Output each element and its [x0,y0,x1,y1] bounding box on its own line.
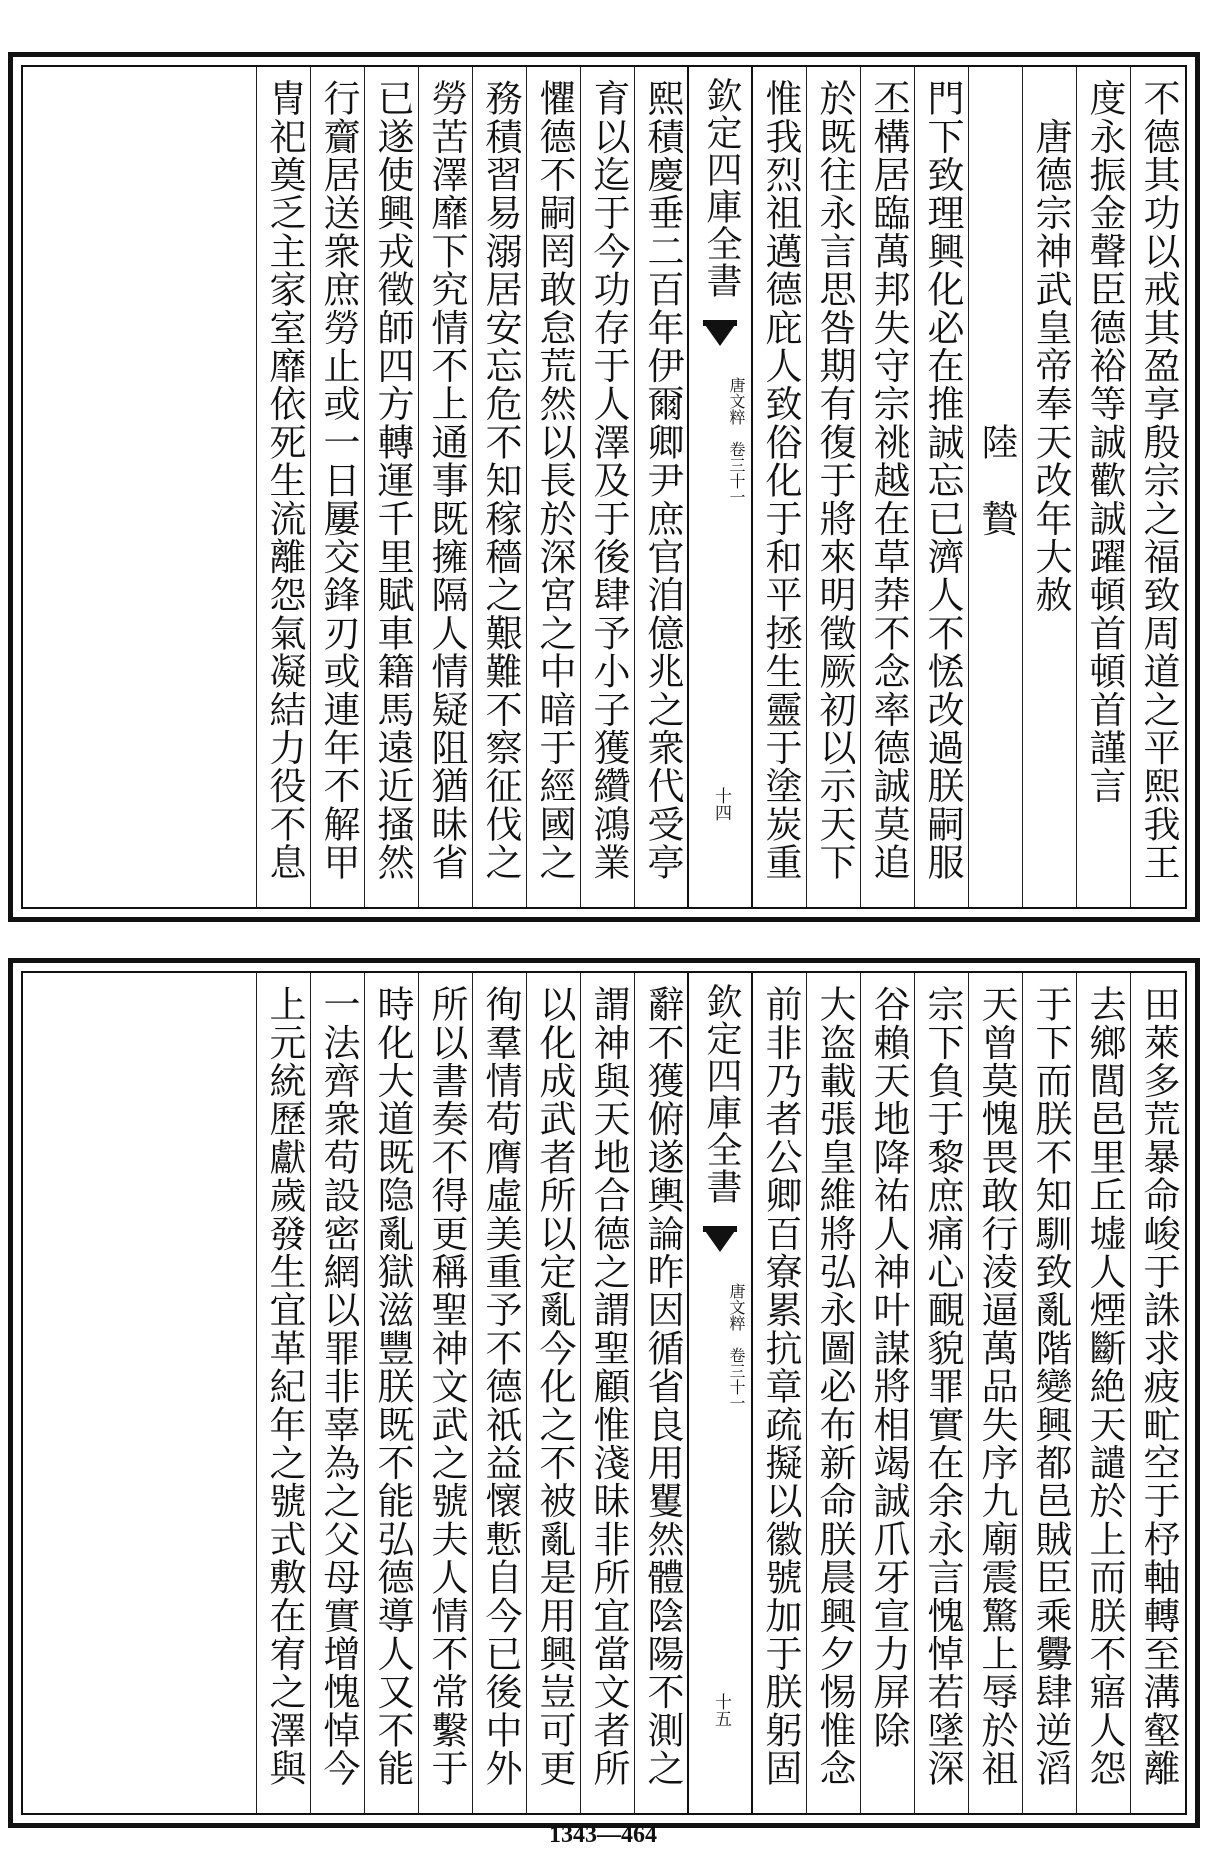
bottom-page-frame [21,971,1187,1815]
chapter-label: 唐文粹 卷三十一 [727,377,746,505]
text-column: 冑祀奠乏主家室靡依死生流離怨氣凝結力役不息 [256,67,311,907]
essay-title-column: 唐德宗神武皇帝奉天改年大赦 [1022,67,1077,907]
book-title: 欽定四庫全書 [701,77,742,299]
center-fold-band [687,67,753,907]
top-page-frame [21,65,1187,909]
page-code-footer: 1343—464 [549,1822,657,1848]
folio-number: 十五 [711,1693,731,1727]
text-column: 於既往永言思咎期有復于將來明徵厥初以示天下 [806,67,861,907]
fishtail-mark-icon [703,322,737,346]
text-column: 行齎居送衆庶勞止或一日屢交鋒刃或連年不解甲 [310,67,365,907]
text-column: 田萊多荒暴命峻于誅求疲甿空于杼軸轉至溝壑離 [1130,973,1185,1813]
text-column: 于下而朕不知馴致亂階變興都邑賊臣乘釁肆逆滔 [1022,973,1077,1813]
text-column: 勞苦澤靡下究情不上通事既擁隔人情疑阻猶昧省 [418,67,473,907]
text-column: 謂神與天地合德之謂聖顧惟淺昧非所宜當文者所 [580,973,635,1813]
text-column: 辭不獲俯遂輿論昨因循省良用矍然體陰陽不測之 [634,973,689,1813]
text-column: 宗下負于黎庶痛心靦貌罪實在余永言愧悼若墜深 [914,973,969,1813]
text-column: 育以迄于今功存于人澤及于後肆予小子獲纘鴻業 [580,67,635,907]
text-column: 天曾莫愧畏敢行淩逼萬品失序九廟震驚上辱於祖 [968,973,1023,1813]
text-column: 徇羣情苟膺虛美重予不德祇益懷慙自今已後中外 [472,973,527,1813]
text-column: 已遂使興戎徵師四方轉運千里賦車籍馬遠近搔然 [364,67,419,907]
top-book-page [8,52,1200,922]
text-column: 以化成武者所以定亂今化之不被亂是用興豈可更 [526,973,581,1813]
text-column: 去鄉閭邑里丘墟人煙斷絶天譴於上而朕不寤人怨 [1076,973,1131,1813]
center-fold-band [687,973,753,1813]
text-column: 所以書奏不得更稱聖神文武之號夫人情不常繫于 [418,973,473,1813]
text-column: 惟我烈祖邁德庇人致俗化于和平拯生靈于塗炭重 [752,67,807,907]
text-column: 門下致理興化必在推誠忘已濟人不恡改過朕嗣服 [914,67,969,907]
text-column: 度永振金聲臣德裕等誠歡誠躍頓首頓首謹言 [1076,67,1131,907]
text-column: 丕構居臨萬邦失守宗祧越在草莽不念率德誠莫追 [860,67,915,907]
text-column: 熙積慶垂二百年伊爾卿尹庶官洎億兆之衆代受亭 [634,67,689,907]
text-column: 懼德不嗣罔敢怠荒然以長於深宮之中暗于經國之 [526,67,581,907]
text-column: 不德其功以戒其盈享殷宗之福致周道之平熙我王 [1130,67,1185,907]
bottom-book-page [8,958,1200,1828]
author-column: 陸 贄 [968,67,1023,907]
fishtail-mark-icon [703,1228,737,1252]
text-column: 時化大道既隐亂獄滋豐朕既不能弘德導人又不能 [364,973,419,1813]
text-column: 前非乃者公卿百寮累抗章疏擬以徽號加于朕躬固 [752,973,807,1813]
text-column: 務積習易溺居安忘危不知稼穡之艱難不察征伐之 [472,67,527,907]
text-column: 一法齊衆苟設密網以罪非辜為之父母實增愧悼今 [310,973,365,1813]
folio-number: 十四 [711,787,731,821]
text-column: 大盗載張皇維將弘永圖必布新命朕晨興夕惕惟念 [806,973,861,1813]
text-column: 谷賴天地降祐人神叶謀將相竭誠爪牙宣力屏除 [860,973,915,1813]
book-title: 欽定四庫全書 [701,983,742,1205]
chapter-label: 唐文粹 卷三十一 [727,1283,746,1411]
text-column: 上元統歷獻歲發生宜革紀年之號式敷在宥之澤與 [256,973,311,1813]
